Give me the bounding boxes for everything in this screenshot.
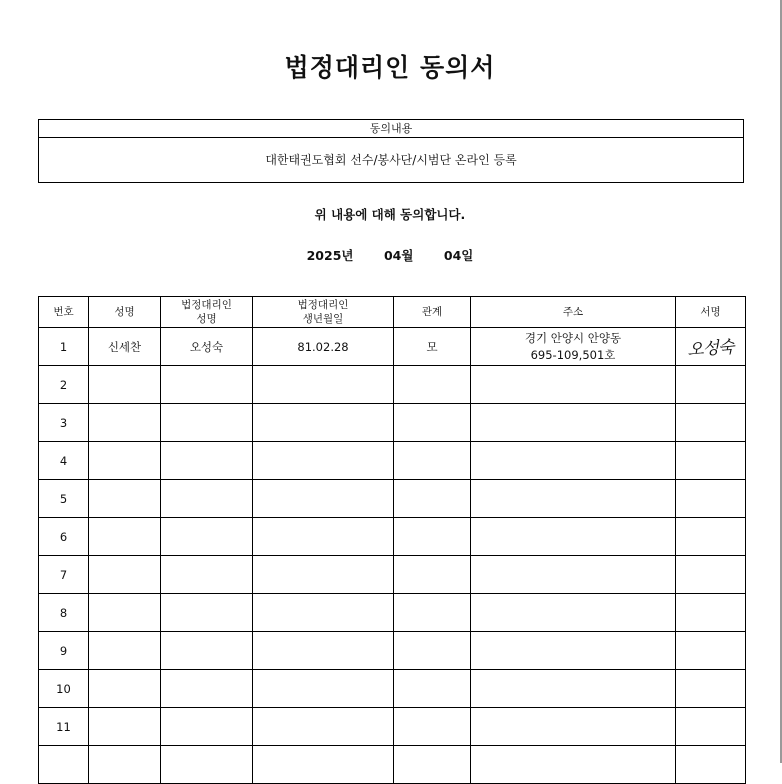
cell-guardian-birth: 81.02.28 (253, 328, 394, 366)
cell-address (471, 594, 676, 632)
header-guardian-birth: 법정대리인 생년월일 (253, 297, 394, 328)
table-row (39, 328, 746, 366)
table-row (39, 632, 746, 670)
date-day: 04일 (443, 248, 474, 263)
table-row (39, 556, 746, 594)
cell-signature (676, 708, 746, 746)
cell-no: 9 (39, 632, 89, 670)
cell-signature (676, 746, 746, 784)
cell-relation (394, 746, 471, 784)
cell-guardian-name (161, 366, 253, 404)
cell-address (471, 632, 676, 670)
cell-guardian-name (161, 556, 253, 594)
consent-box (38, 119, 744, 183)
cell-signature (676, 556, 746, 594)
cell-relation: 모 (394, 328, 471, 366)
cell-no: 4 (39, 442, 89, 480)
cell-guardian-birth (253, 746, 394, 784)
table-row (39, 442, 746, 480)
cell-signature (676, 366, 746, 404)
cell-relation (394, 594, 471, 632)
cell-name (89, 708, 161, 746)
cell-no: 7 (39, 556, 89, 594)
header-guardian-name: 법정대리인 성명 (161, 297, 253, 328)
cell-signature (676, 632, 746, 670)
cell-no: 8 (39, 594, 89, 632)
cell-no: 6 (39, 518, 89, 556)
cell-guardian-birth (253, 556, 394, 594)
cell-address (471, 404, 676, 442)
handwritten-signature: 오성숙 (686, 337, 735, 361)
cell-guardian-name (161, 708, 253, 746)
cell-guardian-birth (253, 404, 394, 442)
cell-name (89, 632, 161, 670)
header-relation: 관계 (394, 297, 471, 328)
table-row (39, 594, 746, 632)
cell-guardian-name (161, 594, 253, 632)
cell-signature (676, 328, 746, 366)
cell-address (471, 480, 676, 518)
cell-no: 10 (39, 670, 89, 708)
header-no: 번호 (39, 297, 89, 328)
cell-relation (394, 670, 471, 708)
header-address: 주소 (471, 297, 676, 328)
cell-name: 신세찬 (89, 328, 161, 366)
cell-guardian-name (161, 746, 253, 784)
cell-no: 1 (39, 328, 89, 366)
cell-relation (394, 442, 471, 480)
cell-address (471, 708, 676, 746)
cell-guardian-birth (253, 518, 394, 556)
cell-name (89, 556, 161, 594)
cell-guardian-birth (253, 366, 394, 404)
cell-guardian-birth (253, 442, 394, 480)
cell-address (471, 328, 676, 366)
cell-guardian-name (161, 404, 253, 442)
cell-relation (394, 404, 471, 442)
cell-no: 5 (39, 480, 89, 518)
address-line-2: 695-109,501호 (530, 347, 616, 362)
cell-name (89, 366, 161, 404)
cell-guardian-name (161, 442, 253, 480)
cell-guardian-birth (253, 708, 394, 746)
consent-header: 동의내용 (39, 120, 743, 138)
address-line-1: 경기 안양시 안양동 (524, 330, 622, 345)
consent-date (0, 246, 780, 264)
cell-guardian-name (161, 632, 253, 670)
table-row (39, 366, 746, 404)
consent-content: 대한태권도협회 선수/봉사단/시범단 온라인 등록 (265, 153, 517, 167)
guardian-table (38, 296, 746, 784)
date-year: 2025년 (306, 248, 354, 263)
cell-address (471, 518, 676, 556)
table-row (39, 746, 746, 784)
table-row (39, 404, 746, 442)
table-row (39, 670, 746, 708)
cell-relation (394, 518, 471, 556)
cell-relation (394, 480, 471, 518)
cell-relation (394, 556, 471, 594)
cell-name (89, 594, 161, 632)
cell-address (471, 670, 676, 708)
cell-relation (394, 708, 471, 746)
cell-guardian-name: 오성숙 (161, 328, 253, 366)
cell-name (89, 480, 161, 518)
cell-no (39, 746, 89, 784)
table-row (39, 518, 746, 556)
cell-no: 2 (39, 366, 89, 404)
header-name: 성명 (89, 297, 161, 328)
cell-guardian-name (161, 670, 253, 708)
cell-signature (676, 670, 746, 708)
table-header-row (39, 297, 746, 328)
cell-guardian-birth (253, 594, 394, 632)
cell-guardian-birth (253, 480, 394, 518)
cell-guardian-birth (253, 632, 394, 670)
cell-name (89, 442, 161, 480)
cell-address (471, 442, 676, 480)
cell-name (89, 670, 161, 708)
cell-signature (676, 442, 746, 480)
table-row (39, 708, 746, 746)
cell-signature (676, 594, 746, 632)
agree-statement: 위 내용에 대해 동의합니다. (314, 207, 466, 222)
cell-no: 11 (39, 708, 89, 746)
cell-name (89, 404, 161, 442)
cell-guardian-birth (253, 670, 394, 708)
cell-name (89, 518, 161, 556)
cell-signature (676, 518, 746, 556)
cell-address (471, 366, 676, 404)
date-month: 04월 (383, 248, 414, 263)
cell-no: 3 (39, 404, 89, 442)
header-signature: 서명 (676, 297, 746, 328)
cell-signature (676, 404, 746, 442)
cell-relation (394, 366, 471, 404)
cell-guardian-name (161, 480, 253, 518)
cell-name (89, 746, 161, 784)
cell-relation (394, 632, 471, 670)
cell-signature (676, 480, 746, 518)
cell-guardian-name (161, 518, 253, 556)
cell-address (471, 556, 676, 594)
document-title: 법정대리인 동의서 (284, 53, 496, 82)
cell-address (471, 746, 676, 784)
table-row (39, 480, 746, 518)
